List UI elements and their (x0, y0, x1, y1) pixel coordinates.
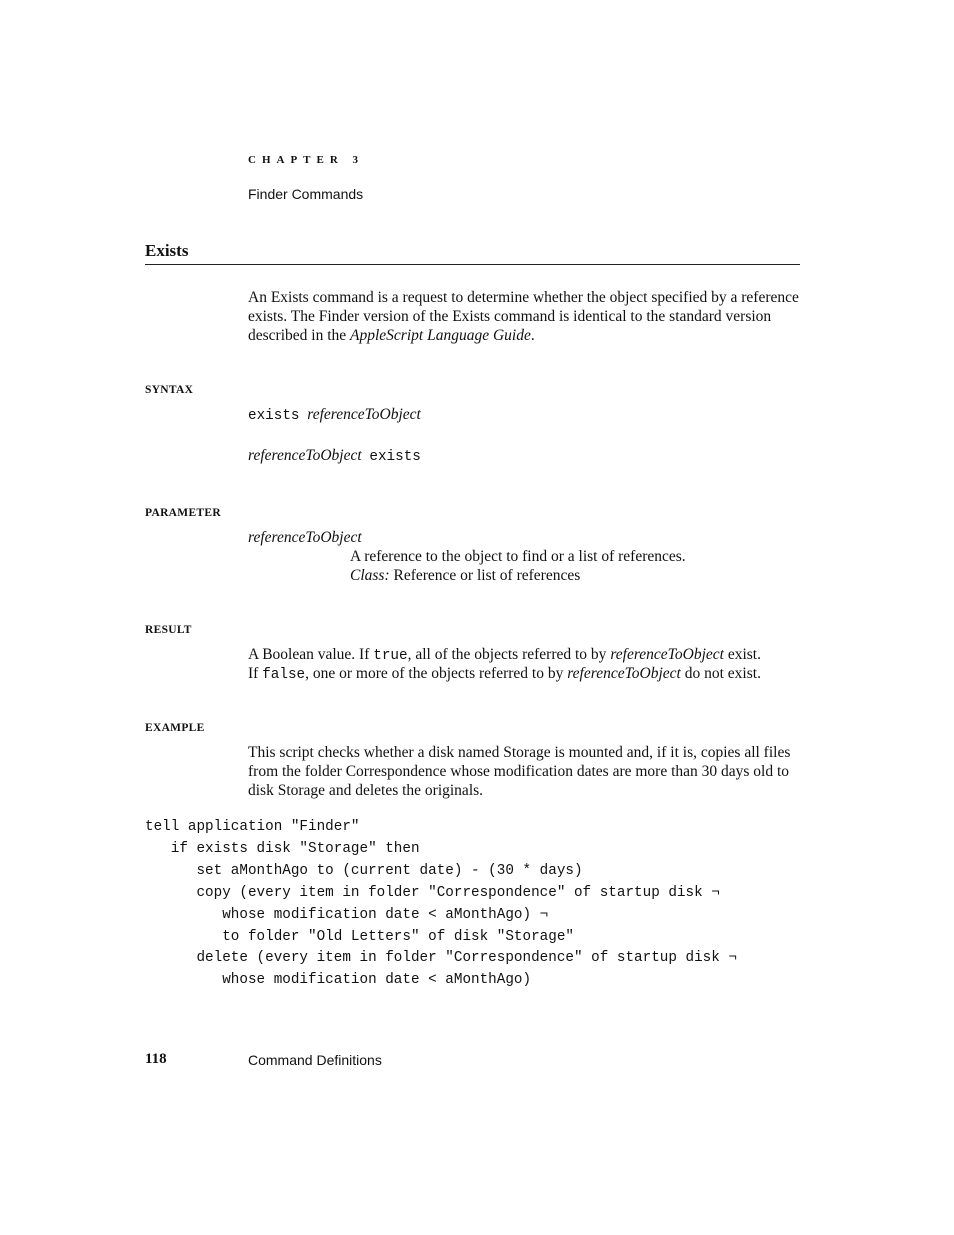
result-code-true: true (373, 648, 408, 664)
result-text: do not exist. (680, 665, 761, 682)
result-text: If (248, 665, 263, 682)
example-label: EXAMPLE (145, 722, 205, 734)
result-text: A Boolean value. If (248, 646, 374, 663)
result-param: referenceToObject (610, 646, 724, 663)
result-param: referenceToObject (567, 665, 681, 682)
syntax-keyword: exists (248, 408, 300, 424)
syntax-keyword: exists (369, 449, 421, 465)
intro-book-title: AppleScript Language Guide (350, 327, 531, 344)
chapter-label: CHAPTER 3 (248, 154, 365, 166)
intro-text-1: An Exists command is a request to determine whether the object specified by a reference exists. The Finder version of the Exists command is identical to the standard version described in the (248, 289, 799, 344)
parameter-class (350, 566, 580, 585)
page-number: 118 (145, 1051, 167, 1067)
result-line-1 (248, 645, 761, 666)
syntax-label: SYNTAX (145, 384, 194, 396)
intro-text-2: . (530, 327, 535, 344)
parameter-name: referenceToObject (248, 529, 362, 546)
parameter-class-label: Class: (350, 567, 390, 584)
section-title: Exists (145, 241, 189, 260)
parameter-description: A reference to the object to find or a list of references. (350, 548, 686, 565)
example-description: This script checks whether a disk named Storage is mounted and, if it is, copies all files from the folder Correspondence whose modification dates are more than 30 days old to disk Storage and deletes the originals. (248, 744, 791, 799)
result-text: , all of the objects referred to by (407, 646, 611, 663)
example-code-block: tell application "Finder" if exists disk "Storage" then set aMonthAgo to (current date) - (30 * days) copy (every item in folder "Correspondence" of startup disk ¬ whose modification date < aMonthAgo) ¬ to folder "Old Letters" of disk "Storage" delete (every item in folder "Correspondence" of startup disk ¬ whose modification date < aMonthAgo) (145, 819, 737, 989)
footer-section-title: Command Definitions (248, 1052, 382, 1068)
parameter-class-value: Reference or list of references (389, 567, 581, 584)
result-code-false: false (262, 667, 306, 683)
chapter-title: Finder Commands (248, 186, 364, 202)
result-text: exist. (723, 646, 761, 663)
result-text: , one or more of the objects referred to by (305, 665, 568, 682)
intro-paragraph (248, 288, 800, 345)
parameter-label: PARAMETER (145, 507, 221, 519)
result-line-2 (248, 664, 761, 685)
syntax-param: referenceToObject (248, 447, 362, 464)
syntax-line-2 (248, 446, 421, 467)
section-rule (145, 264, 800, 265)
result-label: RESULT (145, 624, 192, 636)
syntax-line-1 (248, 405, 421, 426)
syntax-param: referenceToObject (307, 406, 421, 423)
